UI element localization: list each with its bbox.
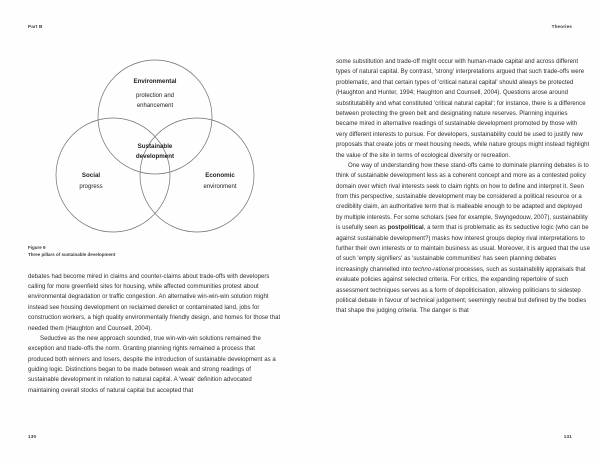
left-column-body [28,272,282,397]
venn-label-economic-subtitle-1: environment [203,184,237,190]
figure-caption [28,244,282,259]
venn-label-environmental-subtitle-1: protection and [135,93,175,99]
right-column [336,57,590,317]
venn-circle-social [56,118,170,232]
right-paragraph-2-part-c: processes, such as sustainability appraisals that evaluate policies against selected criteria. For critics, the expanding repertoire of such assessment techniques serves as a form of depoliticisation, allowing politicians to sidestep political debate in favour of technical judgement; seemingly neutral but defined by the bodies that shape the judging criteria. The danger is that [336,266,587,315]
venn-label-center-line2: development [135,153,175,160]
venn-diagram [47,57,263,235]
left-paragraph-1: debates had become mired in claims and counter-claims about trade-offs with developers calling for more greenfield sites for housing, while affected communities protest about environmental degradation or traffic congestion. An alternative win-win-win solution might instead see housing development on reclaimed derelict or contaminated land, jobs for construction workers, a high quality environmentally friendly design, and homes for those that needed them (Haughton and Counsell, 2004). [28,273,281,332]
venn-circle-economic [137,118,254,232]
venn-label-environmental-title: Environmental [133,78,177,85]
left-column [28,57,282,396]
venn-label-social-title: Social [81,172,101,179]
right-paragraph-2-part-b: , a term that is problematic as its seductive logic (who can be against sustainable development?) masks how interest groups deploy rival interpretations to further their own interests or to maintain business as usual. Moreover, it is argued that the use of such 'empty signifiers' as 'sustainable communities' has seen planning debates increasingly channelled into [336,225,591,273]
running-head-left: Part B [28,24,43,29]
venn-label-social-subtitle-1: progress [79,184,103,190]
emphasis-postpolitical: postpolitical [387,225,424,232]
left-paragraph-2: Seductive as the new approach sounded, true win-win-win solutions remained the exception and trade-offs the norm. Granting planning rights remained a process that produced both winners and losers, despite the introduction of sustainable development as a guiding logic. Distinctions began to be made between weak and strong readings of sustainable development in relation to natural capital. A 'weak' definition advocated maintaining overall stocks of natural capital but accepted that [28,335,276,394]
folio-right-page-number: 131 [563,434,572,439]
folio-left-page-number: 130 [28,434,37,439]
figure-caption-text: Three pillars of sustainable development [28,252,116,258]
figure-number: Figure 9 [28,245,46,250]
right-paragraph-2 [336,161,590,317]
venn-label-environmental-subtitle-2: enhancement [136,103,174,109]
emphasis-techno-rational: techno-rational [412,266,454,273]
right-column-body [336,57,590,317]
venn-label-center-line1: Sustainable [137,143,173,150]
right-paragraph-1: some substitution and trade-off might occur with human-made capital and across different types of natural capital. By contrast, 'strong' interpretations argued that such trade-offs were problematic, and that certain types of 'critical natural capital' should always be protected (Haughton and Hunter, 1994; Haughton and Counsell, 2004). Questions arose around substitutability and what constituted 'critical natural capital'; for instance, there is a difference between protecting the green belt and designating nature reserves. Planning inquiries became mired in alternative readings of sustainable development promoted by those with very different interests to pursue. For developers, sustainability could be used to justify new proposals that create jobs or meet housing needs, while nature groups might instead highlight the value of the site in terms of ecological diversity or recreation. [336,59,590,159]
venn-label-economic-title: Economic [205,172,235,179]
running-head-right: Theories [551,24,572,29]
figure-block [28,57,282,259]
right-paragraph-2-part-a: One way of understanding how these stand-offs came to dominate planning debates is to think of sustainable development less as a coherent concept and more as a contested policy domain over which rival interests seek to claim rights on how to define and interpret it. Seen from this perspective, sustainable development may be considered a political resource or a credibility claim, an authoritative term that is malleable enough to be adapted and deployed by multiple interests. For some scholars (see for example, Swyngedouw, 2007), sustainability is usefully seen as [336,162,589,232]
